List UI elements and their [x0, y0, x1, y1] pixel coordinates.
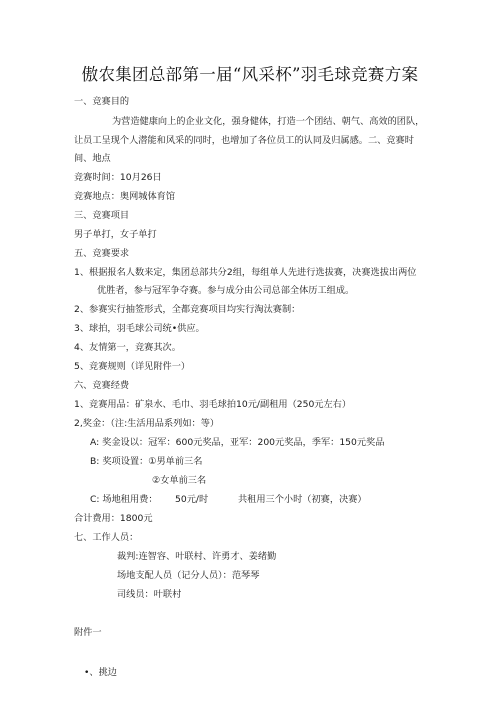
section-heading-budget: 六、竞赛经费: [74, 380, 130, 391]
requirement-item: 2、参赛实行抽签形式，全都竞赛项目均实行淘汰赛制：: [74, 304, 301, 315]
section-heading-staff: 七、工作人员：: [74, 532, 139, 543]
staff-scorekeeper: 场地支配人员（记分人员）：范琴琴: [117, 570, 260, 581]
purpose-paragraph-line: 让员工呈现个人潜能和风采的同时，也增加了各位员工的认同及归属感。二、竞赛时: [74, 135, 414, 146]
requirement-item-continued: 优胜者，参与冠军争夺赛。参与成分由公司总部全体历工组成。: [97, 285, 355, 296]
total-cost: 合计费用：1800元: [74, 513, 153, 524]
competition-time: 竞赛时间：10月26日: [74, 172, 162, 183]
prize-categories: B: 奖项设置：①男单前三名: [90, 456, 203, 467]
appendix-label: 附件一: [74, 627, 102, 638]
staff-line-judge: 司线员：叶联村: [117, 589, 182, 600]
requirement-item: 5、竞赛规则（详见附件一）: [74, 361, 191, 372]
competition-venue: 竞赛地点：奥网城体育馆: [74, 191, 176, 202]
prize-amounts: A: 奖金设以：冠军：600元奖品，亚军：200元奖品，季军：150元奖品: [90, 437, 385, 448]
purpose-paragraph-line: 间、地点: [74, 153, 111, 164]
section-heading-events: 三、竞赛项目: [74, 210, 130, 221]
section-heading-purpose: 一、竞赛目的: [74, 96, 130, 107]
budget-item: 1、竞赛用品：矿泉水、毛巾、羽毛球拍10元/副租用（250元左右）: [74, 399, 352, 410]
budget-item: 2,奖金：（注:生活用品系列如：等）: [74, 418, 220, 429]
document-title: 傲农集团总部第一届“风采杯”羽毛球竞赛方案: [81, 65, 419, 84]
requirement-item: 3、球拍，羽毛球公司统•供应。: [74, 323, 205, 334]
venue-rental-label: C: 场地租用费：: [90, 494, 158, 505]
events-list: 男子单打，女子单打: [74, 229, 157, 240]
appendix-bullet-item: •、挑边: [84, 667, 117, 678]
staff-referees: 裁判:连智容、叶联村、许勇才、姜绪勤: [117, 551, 277, 562]
venue-rental-rate: 50元/时: [175, 494, 209, 505]
prize-categories-continued: ②女单前三名: [152, 475, 207, 486]
section-heading-requirements: 五、竞赛要求: [74, 248, 130, 259]
venue-rental-duration: 共租用三个小时（初赛，决赛）: [238, 494, 367, 505]
requirement-item: 4、友情第一，竞赛其次。: [74, 342, 181, 353]
purpose-paragraph-line: 为营造健康向上的企业文化，强身健体，打造一个团结、朝气、高效的团队，: [112, 116, 425, 127]
requirement-item: 1、根据报名人数来定，集团总部共分2组，每组单人先进行选拔赛，决赛选拔出两位: [74, 267, 417, 278]
